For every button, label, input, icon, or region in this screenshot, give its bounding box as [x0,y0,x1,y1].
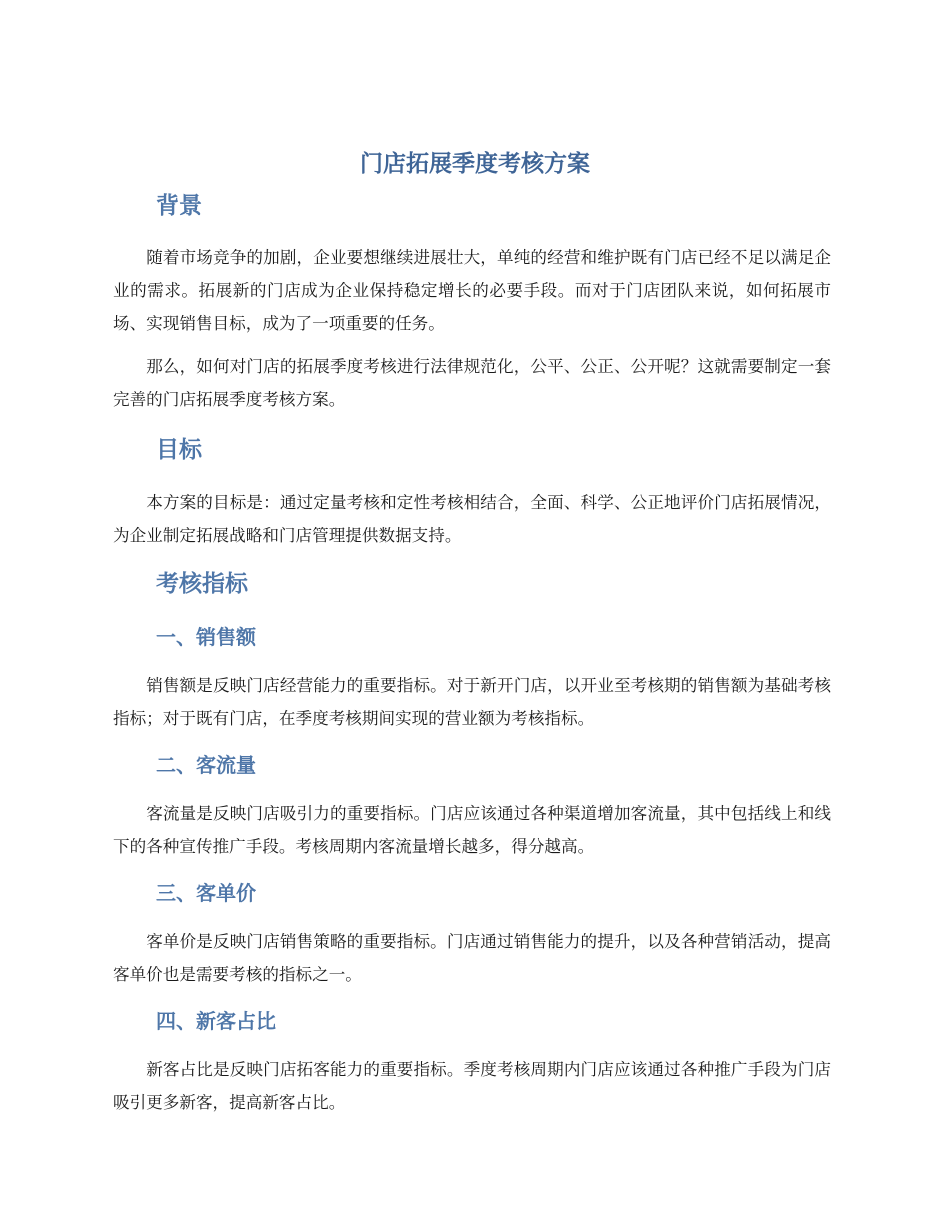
metric-text-new-customer-ratio: 新客占比是反映门店拓客能力的重要指标。季度考核周期内门店应该通过各种推广手段为门店吸引更多新客，提高新客占比。 [113,1060,831,1112]
metric-heading-sales: 一、销售额 [156,625,256,649]
section-heading-goal: 目标 [156,437,202,463]
goal-paragraph: 本方案的目标是：通过定量考核和定性考核相结合，全面、科学、公正地评价门店拓展情况，为企业制定拓展战略和门店管理提供数据支持。 [113,493,831,545]
document-title: 门店拓展季度考核方案 [360,151,590,177]
section-heading-metrics: 考核指标 [156,571,248,597]
metric-text-sales: 销售额是反映门店经营能力的重要指标。对于新开门店，以开业至考核期的销售额为基础考核指标；对于既有门店，在季度考核期间实现的营业额为考核指标。 [113,676,831,728]
metric-text-traffic: 客流量是反映门店吸引力的重要指标。门店应该通过各种渠道增加客流量，其中包括线上和线下的各种宣传推广手段。考核周期内客流量增长越多，得分越高。 [113,804,831,856]
background-paragraph-1: 随着市场竞争的加剧，企业要想继续进展壮大，单纯的经营和维护既有门店已经不足以满足企业的需求。拓展新的门店成为企业保持稳定增长的必要手段。而对于门店团队来说，如何拓展市场、实现销售目标，成为了一项重要的任务。 [113,248,831,333]
section-heading-background: 背景 [156,193,202,219]
background-paragraph-2: 那么，如何对门店的拓展季度考核进行法律规范化，公平、公正、公开呢？这就需要制定一套完善的门店拓展季度考核方案。 [113,357,831,409]
metric-heading-new-customer-ratio: 四、新客占比 [156,1009,276,1033]
metric-heading-unit-price: 三、客单价 [156,881,256,905]
metric-heading-traffic: 二、客流量 [156,753,256,777]
metric-text-unit-price: 客单价是反映门店销售策略的重要指标。门店通过销售能力的提升，以及各种营销活动，提高客单价也是需要考核的指标之一。 [113,932,831,984]
